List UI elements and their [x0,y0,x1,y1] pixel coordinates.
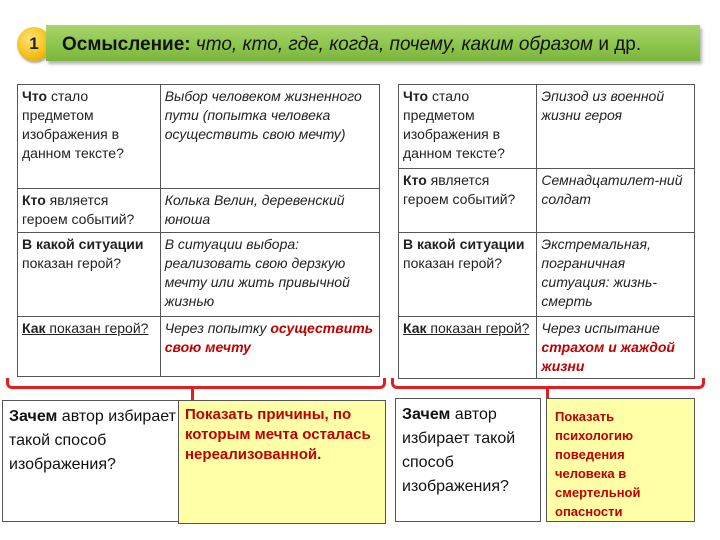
why-keyword: Зачем [9,408,58,425]
title-main: Осмысление: [62,34,191,55]
answer-box-left [178,400,386,524]
question-cell [399,85,537,169]
answer-box-right [546,398,695,522]
answer-cell: Эпизод из военной жизни героя [537,85,695,169]
answer-cell [537,317,695,379]
left-analysis-table [17,84,380,377]
why-question-text [402,403,536,499]
question-keyword: В какой ситуации [22,236,144,252]
question-cell [18,189,161,233]
question-keyword: Кто [22,192,46,208]
answer-cell: Семнадцатилет-ний солдат [537,169,695,233]
question-text: стало предметом изображения в данном тексте? [403,88,505,161]
question-cell [18,85,161,189]
why-question-right [395,398,541,522]
table-row [18,233,380,317]
answer-cell: Колька Велин, деревенский юноша [160,189,379,233]
question-cell [399,317,537,379]
table-row [18,317,380,377]
question-text: показан герой? [426,320,530,336]
why-keyword: Зачем [402,406,451,423]
right-analysis-table [398,84,695,379]
question-keyword: Как [22,320,46,336]
question-text: является героем событий? [403,172,516,207]
answer-highlight: осуществить свою мечту [164,320,374,355]
question-keyword: Кто [403,172,427,188]
table-row [399,317,695,379]
question-text: показан герой? [22,255,122,271]
answer-right-text: Показать психологию поведения человека в смертельной опасности [555,409,641,519]
question-keyword: Как [403,320,427,336]
table-row [18,85,380,189]
title-questions: что, кто, где, когда, почему, каким образом [190,34,594,55]
question-cell [18,233,161,317]
question-text: стало предметом изображения в данном тексте? [22,88,124,161]
answer-cell: В ситуации выбора: реализовать свою дерзкую мечту или жить привычной жизнью [160,233,379,317]
question-text: является героем событий? [22,192,135,227]
question-text: показан герой? [403,255,503,271]
left-brace [6,378,386,389]
question-cell [18,317,161,377]
answer-highlight: страхом и жаждой жизни [541,339,675,374]
answer-cell: Выбор человеком жизненного пути (попытка человека осуществить свою мечту) [160,85,379,189]
page-title [62,34,641,56]
question-keyword: Что [403,88,429,104]
answer-left-text: Показать причины, по которым мечта осталась нереализованной. [185,406,371,463]
question-text: показан герой? [45,320,149,336]
question-cell [399,233,537,317]
table-row [399,85,695,169]
question-keyword: В какой ситуации [403,236,525,252]
why-question-left [2,400,180,522]
question-cell [399,169,537,233]
table-row [18,189,380,233]
table-row [399,169,695,233]
answer-text: Через попытку [164,320,271,336]
why-text: автор избирает такой способ изображения? [402,406,516,495]
answer-cell [160,317,379,377]
why-question-text [9,405,179,477]
title-tail: и др. [593,34,642,55]
answer-text: Через испытание [541,320,660,336]
step-number: 1 [29,34,39,53]
table-row [399,233,695,317]
answer-cell: Экстремальная, пограничная ситуация: жизнь-смерть [537,233,695,317]
why-text: автор избирает такой способ изображения? [9,408,176,473]
question-keyword: Что [22,88,48,104]
